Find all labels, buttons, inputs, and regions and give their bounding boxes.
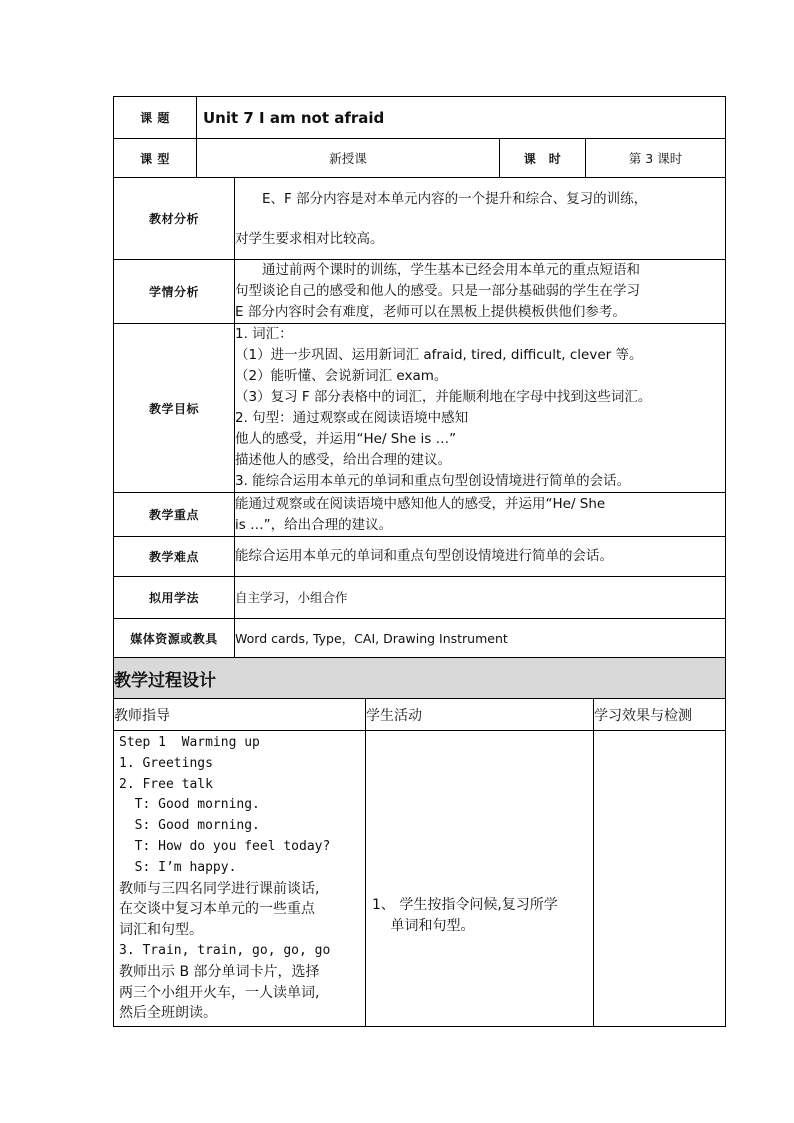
goal-line: 1. 词汇： xyxy=(235,326,293,342)
goals-row xyxy=(114,324,726,493)
teacher-line: 词汇和句型。 xyxy=(119,922,203,939)
teacher-line: Step 1 Warming up xyxy=(119,735,260,750)
learner-text xyxy=(235,260,726,324)
teacher-line: S: I’m happy. xyxy=(119,859,237,875)
teacher-line: 3. Train, train, go, go, go xyxy=(119,942,331,958)
col-effect-header: 学习效果与检测 xyxy=(594,699,726,731)
learner-line: 通过前两个课时的训练，学生基本已经会用本单元的重点短语和 xyxy=(235,262,640,278)
goal-line: 他人的感受，并运用“He/ She is …” xyxy=(235,431,457,447)
key-line: is …”，给出合理的建议。 xyxy=(235,516,393,533)
process-table xyxy=(113,657,726,1027)
media-row xyxy=(114,619,726,659)
goal-line: 3. 能综合运用本单元的单词和重点句型创设情境进行简单的会话。 xyxy=(235,473,631,489)
goal-line: （1）进一步巩固、运用新词汇 afraid, tired, difficult, clever 等。 xyxy=(235,347,643,363)
method-row xyxy=(114,577,726,619)
teacher-line: T: Good morning. xyxy=(119,797,260,813)
learner-line: E 部分内容时会有难度，老师可以在黑板上提供模板供他们参考。 xyxy=(235,304,626,320)
student-line: 1、 学生按指令问候,复习所学 xyxy=(372,897,558,913)
process-title: 教学过程设计 xyxy=(114,658,726,699)
process-header-row xyxy=(114,699,726,731)
teacher-line: 2. Free talk xyxy=(119,776,213,792)
teacher-line: S: Good morning. xyxy=(119,818,260,834)
method-label: 拟用学法 xyxy=(114,577,235,619)
col-teacher-header: 教师指导 xyxy=(114,699,366,731)
goal-line: （2）能听懂、会说新词汇 exam。 xyxy=(235,368,448,384)
material-label: 教材分析 xyxy=(114,178,235,260)
topic-label: 课 题 xyxy=(114,97,197,139)
teacher-line: 两三个小组开火车，一人读单词, xyxy=(119,984,320,1001)
difficult-row xyxy=(114,537,726,577)
goals-text xyxy=(235,324,726,493)
difficult-label: 教学难点 xyxy=(114,537,235,577)
goal-line: （3）复习 F 部分表格中的词汇，并能顺利地在字母中找到这些词汇。 xyxy=(235,389,652,405)
key-row xyxy=(114,493,726,537)
topic-row xyxy=(114,97,726,139)
process-step-row xyxy=(114,731,726,1027)
teacher-line: 在交谈中复习本单元的一些重点 xyxy=(119,901,315,918)
teacher-line: 然后全班朗读。 xyxy=(119,1005,217,1022)
difficult-text: 能综合运用本单元的单词和重点句型创设情境进行简单的会话。 xyxy=(235,537,726,577)
col-student-header: 学生活动 xyxy=(366,699,594,731)
period-value: 第 3 课时 xyxy=(586,139,726,178)
material-line: E、F 部分内容是对本单元内容的一个提升和综合、复习的训练， xyxy=(235,190,648,207)
learner-line: 句型谈论自己的感受和他人的感受。只是一部分基础弱的学生在学习 xyxy=(235,283,640,299)
type-label: 课 型 xyxy=(114,139,197,178)
teacher-line: 1. Greetings xyxy=(119,755,213,771)
material-row xyxy=(114,178,726,260)
student-activity-cell xyxy=(366,731,594,1027)
material-line: 对学生要求相对比较高。 xyxy=(235,230,384,247)
learner-row xyxy=(114,260,726,324)
goals-label: 教学目标 xyxy=(114,324,235,493)
media-text: Word cards, Type，CAI, Drawing Instrument xyxy=(235,619,726,659)
type-row xyxy=(114,139,726,178)
goal-line: 2. 句型：通过观察或在阅读语境中感知 xyxy=(235,410,469,426)
teacher-line: 教师出示 B 部分单词卡片，选择 xyxy=(119,963,320,980)
key-line: 能通过观察或在阅读语境中感知他人的感受，并运用“He/ She xyxy=(235,495,606,512)
process-title-row xyxy=(114,658,726,699)
teacher-guidance-cell xyxy=(114,731,366,1027)
student-line: 单词和句型。 xyxy=(372,918,475,934)
media-label: 媒体资源或教具 xyxy=(114,619,235,659)
period-label: 课 时 xyxy=(500,139,586,178)
learner-label: 学情分析 xyxy=(114,260,235,324)
goal-line: 描述他人的感受，给出合理的建议。 xyxy=(235,452,451,468)
key-label: 教学重点 xyxy=(114,493,235,537)
type-value: 新授课 xyxy=(197,139,500,178)
material-text xyxy=(235,178,726,260)
teacher-line: 教师与三四名同学进行课前谈话, xyxy=(119,880,320,897)
method-text: 自主学习，小组合作 xyxy=(235,577,726,619)
topic-value: Unit 7 I am not afraid xyxy=(197,97,726,139)
key-text xyxy=(235,493,726,537)
teacher-line: T: How do you feel today? xyxy=(119,838,331,854)
effect-check-cell xyxy=(594,731,726,1027)
lesson-info-table xyxy=(113,96,726,659)
